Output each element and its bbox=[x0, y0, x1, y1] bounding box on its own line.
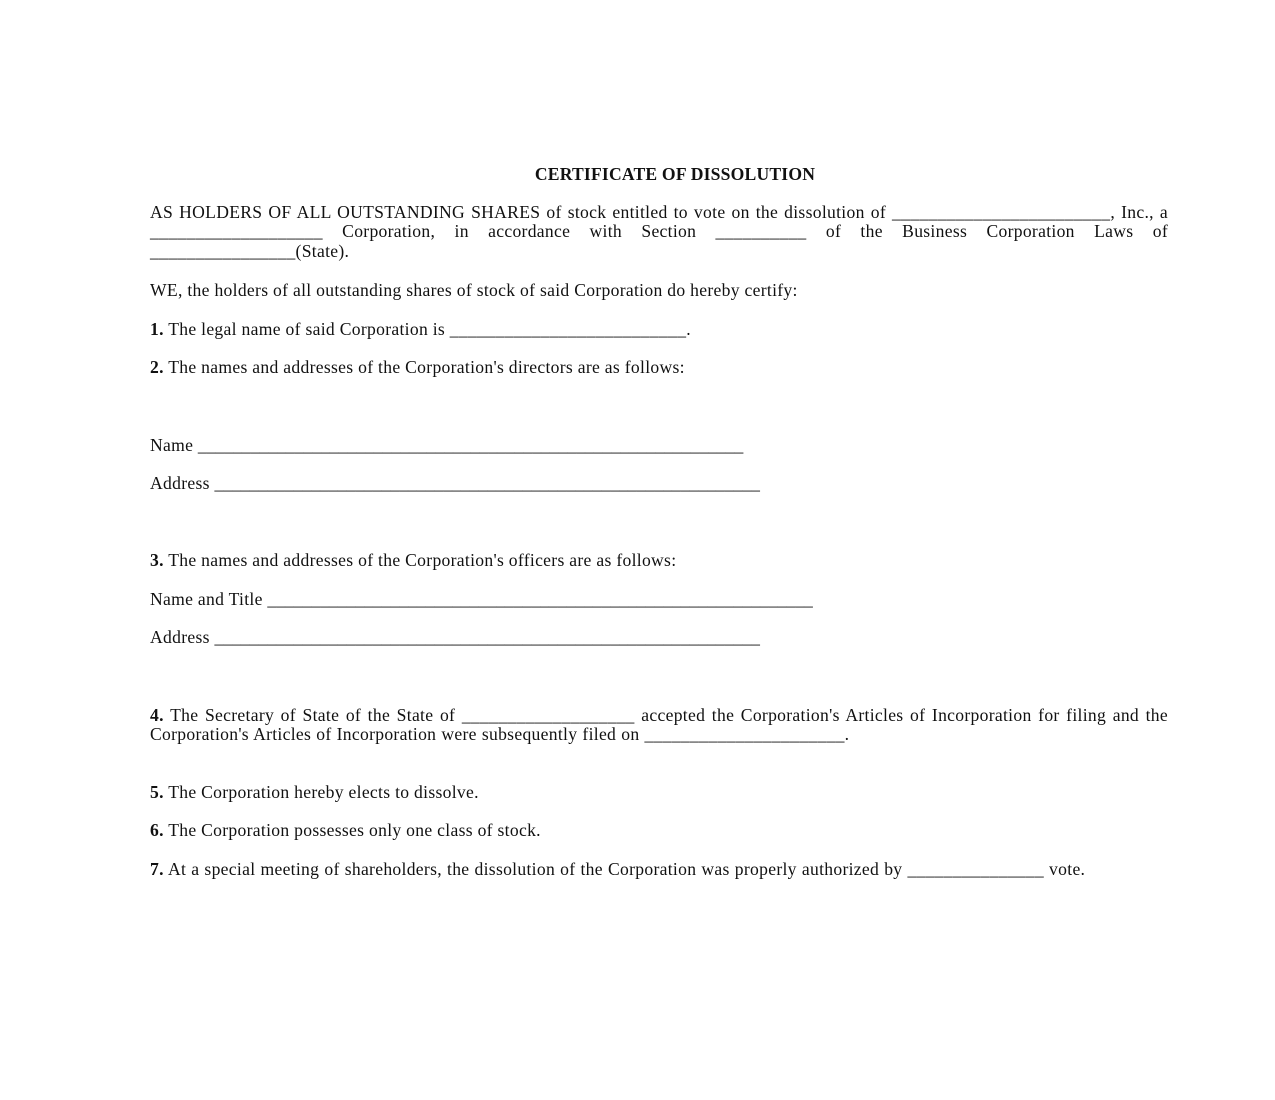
item-number: 3. bbox=[150, 550, 164, 570]
item-text: The Corporation possesses only one class of stock. bbox=[168, 820, 541, 840]
item-7 bbox=[150, 860, 1168, 879]
item-number: 1. bbox=[150, 319, 164, 339]
intro-paragraph bbox=[150, 203, 1168, 261]
officer-name-title-label: Name and Title bbox=[150, 589, 263, 609]
officer-name-title-blank[interactable]: ______________________________________________________________ bbox=[267, 589, 813, 609]
intro-text: of stock entitled to vote on the dissolution of ________________________, Inc., a ___________________ Corporation, in accordance with Section __________ of the Business Corporation Laws of ________________(State). bbox=[150, 202, 1169, 261]
item-number: 5. bbox=[150, 782, 164, 802]
item-text: The names and addresses of the Corporation's directors are as follows: bbox=[168, 357, 685, 377]
item-number: 2. bbox=[150, 357, 164, 377]
item-text: The legal name of said Corporation is __________________________. bbox=[168, 319, 691, 339]
item-1 bbox=[150, 320, 691, 339]
item-6 bbox=[150, 821, 541, 840]
intro-lead: AS HOLDERS OF ALL OUTSTANDING SHARES bbox=[150, 202, 541, 222]
item-4 bbox=[150, 706, 1168, 745]
director-address-field[interactable] bbox=[150, 474, 760, 493]
item-text: The names and addresses of the Corporation's officers are as follows: bbox=[168, 550, 677, 570]
director-name-blank[interactable]: ______________________________________________________________ bbox=[197, 435, 744, 455]
officer-name-title-field[interactable] bbox=[150, 590, 813, 609]
director-name-field[interactable] bbox=[150, 436, 743, 455]
officer-address-label: Address bbox=[150, 627, 210, 647]
item-text: At a special meeting of shareholders, the dissolution of the Corporation was properly authorized by _______________ vote. bbox=[167, 859, 1086, 879]
item-number: 6. bbox=[150, 820, 164, 840]
item-number: 7. bbox=[150, 859, 164, 879]
certify-statement: WE, the holders of all outstanding shares of stock of said Corporation do hereby certify: bbox=[150, 280, 798, 300]
director-address-label: Address bbox=[150, 473, 210, 493]
item-3 bbox=[150, 551, 676, 570]
document-title: CERTIFICATE OF DISSOLUTION bbox=[534, 164, 816, 184]
item-5 bbox=[150, 783, 479, 802]
director-address-blank[interactable]: ______________________________________________________________ bbox=[214, 473, 760, 493]
officer-address-field[interactable] bbox=[150, 628, 760, 647]
director-name-label: Name bbox=[150, 435, 194, 455]
item-number: 4. bbox=[150, 705, 164, 725]
item-text: The Corporation hereby elects to dissolve. bbox=[168, 782, 479, 802]
officer-address-blank[interactable]: ______________________________________________________________ bbox=[214, 627, 760, 647]
item-2 bbox=[150, 358, 685, 377]
item-text: The Secretary of State of the State of ___________________ accepted the Corporation's Articles of Incorporation for filing and the Corporation's Articles of Incorporation were subsequently filed on ______________________. bbox=[150, 705, 1169, 745]
